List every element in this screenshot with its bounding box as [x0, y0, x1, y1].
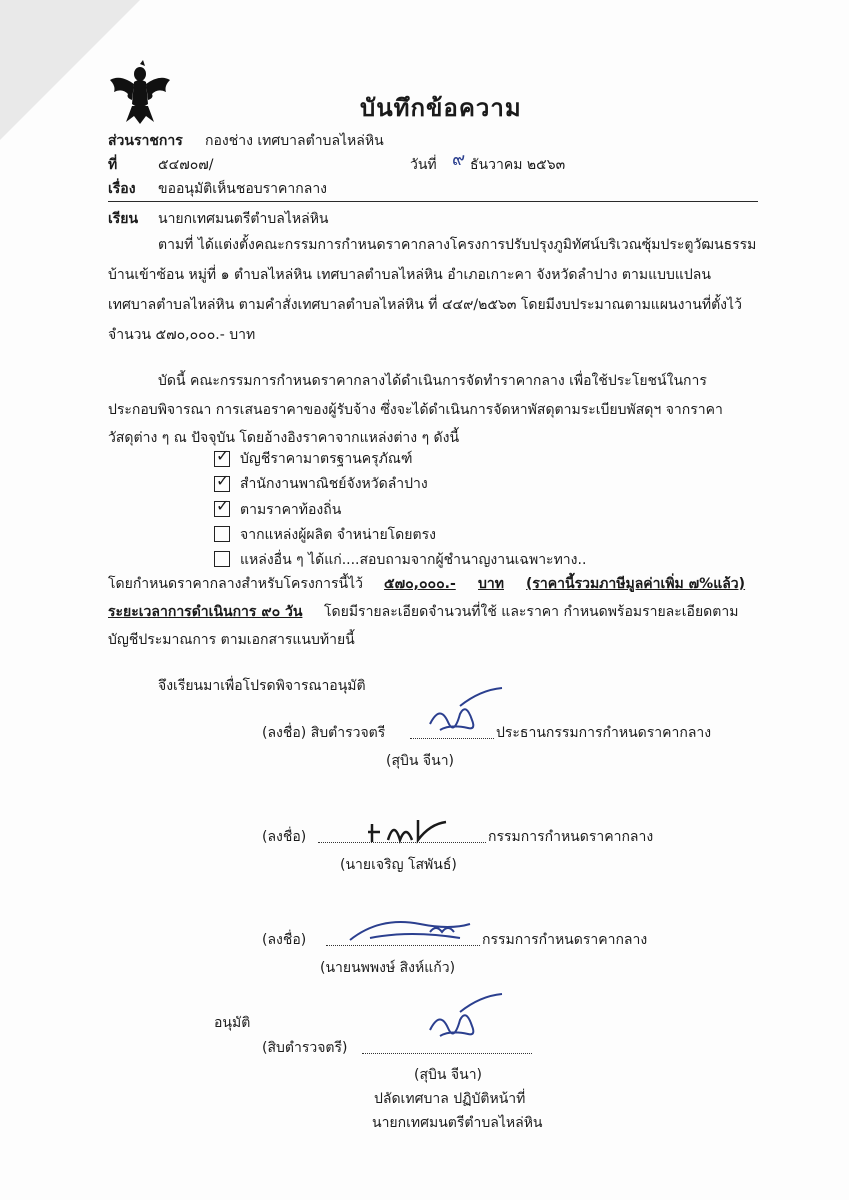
to-label: เรียน: [108, 211, 139, 227]
signature-prefix: (ลงชื่อ) สิบตำรวจตรี: [262, 725, 386, 741]
para3-rest: โดยมีรายละเอียดจำนวนที่ใช้ และราคา กำหนดพร้อมรายละเอียดตาม: [324, 604, 739, 620]
para3-vat: (ราคานี้รวมภาษีมูลค่าเพิ่ม ๗%แล้ว): [526, 576, 746, 592]
source-label: บัญชีราคามาตรฐานครุภัณฑ์: [240, 451, 413, 467]
date-label: วันที่: [410, 157, 437, 173]
checkbox: [214, 551, 230, 567]
subject-value: ขออนุมัติเห็นชอบราคากลาง: [158, 181, 328, 197]
source-label: ตามราคาท้องถิ่น: [240, 502, 342, 518]
date-day: ๙: [452, 149, 466, 170]
para3-pre: โดยกำหนดราคากลางสำหรับโครงการนี้ไว้: [108, 576, 364, 592]
approval-prefix: (สิบตำรวจตรี): [262, 1040, 348, 1056]
checkbox: [214, 526, 230, 542]
agency-value: กองช่าง เทศบาลตำบลไหล่หิน: [205, 133, 384, 149]
handwritten-signature: [340, 910, 480, 950]
handwritten-signature: [420, 990, 510, 1050]
signature-role: กรรมการกำหนดราคากลาง: [488, 829, 654, 845]
approver-position: นายกเทศมนตรีตำบลไหล่หิน: [372, 1115, 543, 1131]
signature-role: ประธานกรรมการกำหนดราคากลาง: [496, 725, 712, 741]
para1-line2: บ้านเข้าซ้อน หมู่ที่ ๑ ตำบลไหล่หิน เทศบาลตำบลไหล่หิน อำเภอเกาะคา จังหวัดลำปาง ตามแบบแปลน: [108, 267, 711, 283]
signatory-name: (นายนพพงษ์ สิงห์แก้ว): [320, 960, 456, 976]
handwritten-signature: [420, 684, 510, 744]
para1-line3: เทศบาลตำบลไหล่หิน ตามคำสั่งเทศบาลตำบลไหล่หิน ที่ ๔๔๙/๒๕๖๓ โดยมีงบประมาณตามแผนงานที่ตั้งไว้: [108, 297, 742, 313]
handwritten-signature: [360, 810, 460, 850]
signature-prefix: (ลงชื่อ): [262, 932, 307, 948]
source-label: สำนักงานพาณิชย์จังหวัดลำปาง: [240, 476, 428, 492]
para3-baht: บาท: [478, 576, 504, 592]
header-divider: [108, 201, 758, 202]
para2-line1: บัดนี้ คณะกรรมการกำหนดราคากลางได้ดำเนินการจัดทำราคากลาง เพื่อใช้ประโยชน์ในการ: [158, 373, 707, 389]
to-value: นายกเทศมนตรีตำบลไหล่หิน: [158, 211, 329, 227]
document-title: บันทึกข้อความ: [360, 94, 522, 122]
source-label: จากแหล่งผู้ผลิต จำหน่ายโดยตรง: [240, 527, 436, 543]
para1-line4: จำนวน ๕๗๐,๐๐๐.- บาท: [108, 327, 256, 343]
source-label: แหล่งอื่น ๆ ได้แก่....สอบถามจากผู้ชำนาญงานเฉพาะทาง..: [240, 552, 587, 568]
signatory-name: (สุบิน จีนา): [386, 753, 455, 769]
garuda-emblem: [108, 60, 172, 126]
signatory-name: (นายเจริญ โสพันธ์): [340, 857, 457, 873]
approver-position: ปลัดเทศบาล ปฏิบัติหน้าที่: [374, 1091, 526, 1107]
ref-value: ๕๔๗๐๗/: [158, 157, 214, 173]
para3-period: ระยะเวลาการดำเนินการ ๙๐ วัน: [108, 604, 303, 620]
signature-line: [362, 1053, 532, 1054]
closing-text: จึงเรียนมาเพื่อโปรดพิจารณาอนุมัติ: [158, 678, 366, 694]
checkbox: ✓: [216, 446, 230, 465]
checkbox: ✓: [216, 471, 230, 490]
para3-line3: บัญชีประมาณการ ตามเอกสารแนบท้ายนี้: [108, 632, 355, 648]
ref-label: ที่: [108, 157, 118, 173]
para1-line1: ตามที่ ได้แต่งตั้งคณะกรรมการกำหนดราคากลางโครงการปรับปรุงภูมิทัศน์บริเวณซุ้มประตูวัฒนธรรม: [158, 237, 757, 253]
para2-line2: ประกอบพิจารณา การเสนอราคาของผู้รับจ้าง ซึ่งจะได้ดำเนินการจัดหาพัสดุตามระเบียบพัสดุฯ จากราคา: [108, 402, 723, 418]
signature-role: กรรมการกำหนดราคากลาง: [482, 932, 648, 948]
signature-prefix: (ลงชื่อ): [262, 829, 307, 845]
subject-label: เรื่อง: [108, 181, 136, 197]
approver-name: (สุบิน จีนา): [414, 1067, 483, 1083]
para2-line3: วัสดุต่าง ๆ ณ ปัจจุบัน โดยอ้างอิงราคาจากแหล่งต่าง ๆ ดังนี้: [108, 430, 460, 446]
para3-amount: ๕๗๐,๐๐๐.-: [384, 576, 456, 592]
approval-label: อนุมัติ: [214, 1015, 251, 1031]
agency-label: ส่วนราชการ: [108, 133, 183, 149]
checkbox: ✓: [216, 496, 230, 515]
date-rest: ธันวาคม ๒๕๖๓: [470, 157, 566, 173]
